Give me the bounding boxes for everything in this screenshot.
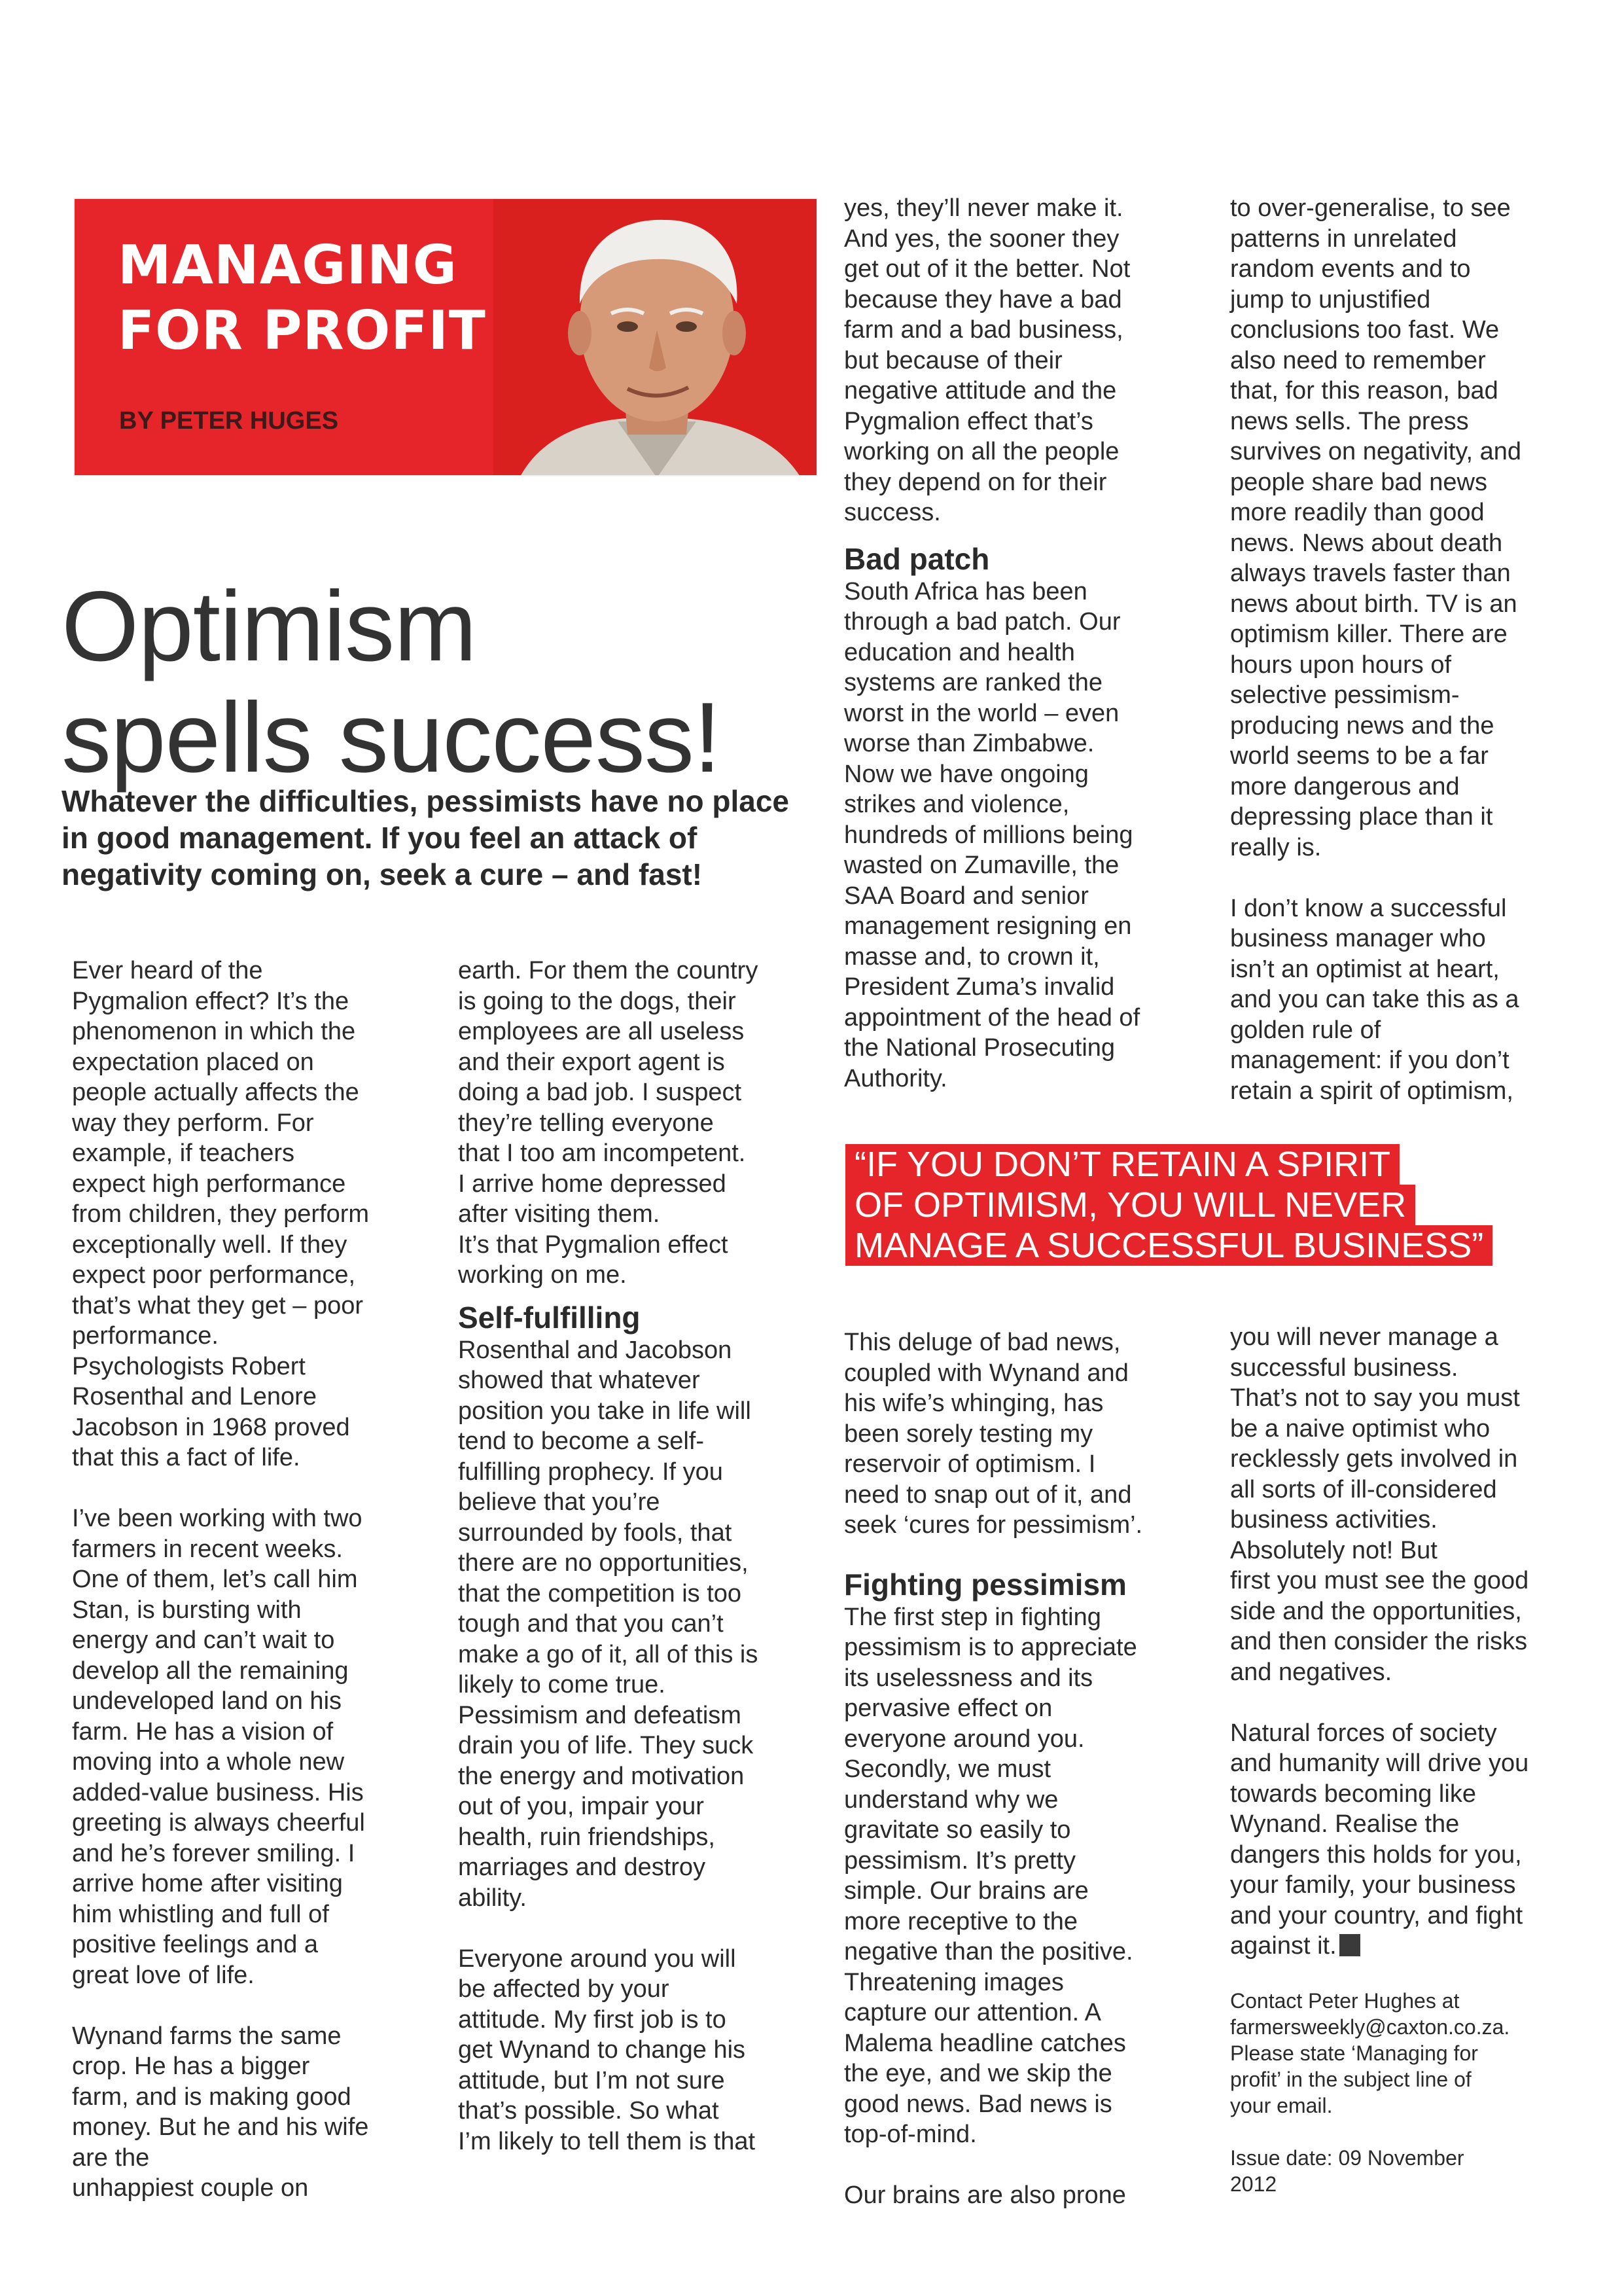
col4-paragraph-2: I don’t know a successful business manager who isn’t an optimist at heart, and you can take this as a golden rule of management: if you don’t retain a spirit of optimism, — [1230, 894, 1519, 1105]
article-headline — [62, 571, 821, 793]
column-2 — [458, 956, 824, 2157]
headline-line2: spells success! — [62, 682, 721, 794]
article-standfirst: Whatever the difficulties, pessimists have no place in good management. If you feel an attack of negativity coming on, seek a cure – and fast! — [62, 784, 790, 892]
column-4-top — [1230, 193, 1597, 1106]
column-3-top — [844, 193, 1210, 1094]
col3-paragraph-2: South Africa has been through a bad patch. Our education and health systems are ranked the worst in the world – even worse than Zimbabwe. Now we have ongoing strikes and violence, hundreds of millions being wasted on Zumaville, the SAA Board and senior management resigning en masse and, to crown it, President Zuma’s invalid appointment of the head of the National Prosecuting Authority. — [844, 577, 1140, 1092]
col2-paragraph-3: Everyone around you will be affected by your attitude. My first job is to get Wynand to change his attitude, but I’m not sure that’s possible. So what I’m likely to tell them is that — [458, 1945, 756, 2155]
column-3-bottom — [844, 1327, 1210, 2211]
col3-paragraph-5: Our brains are also prone — [844, 2181, 1126, 2209]
banner-byline: BY PETER HUGES — [119, 407, 339, 435]
col4-paragraph-4-text: Natural forces of society and humanity will drive you towards becoming like Wynand. Realise the dangers this holds for you, your family, your business and your country, and fight against it. — [1230, 1719, 1529, 1960]
col4-paragraph-3: you will never manage a successful business. That’s not to say you must be a naive optimist who recklessly gets involved in all sorts of ill-considered business activities. Absolutely not! But first you must see the good side and the opportunities, and then consider the risks and negatives. — [1230, 1323, 1529, 1686]
column-4-bottom — [1230, 1322, 1597, 2197]
banner-title — [118, 233, 486, 364]
end-of-article-icon — [1339, 1934, 1360, 1956]
section-heading-self-fulfilling: Self-fulfilling — [458, 1300, 641, 1335]
col1-paragraph-3: Wynand farms the same crop. He has a bigger farm, and is making good money. But he and his wife are the unhappiest couple on — [72, 2022, 369, 2202]
pull-quote-line2: OF OPTIMISM, YOU WILL NEVER — [845, 1185, 1415, 1225]
section-heading-bad-patch: Bad patch — [844, 541, 990, 576]
col1-paragraph-1: Ever heard of the Pygmalion effect? It’s the phenomenon in which the expectation placed on people actually affects the way they perform. For example, if teachers expect high performance from children, they perform exceptionally well. If they expect poor performance, that’s what they get – poor performance. Psychologists Robert Rosenthal and Lenore Jacobson in 1968 proved that this a fact of life. — [72, 957, 370, 1471]
col3-paragraph-3: This deluge of bad news, coupled with Wynand and his wife’s whinging, has been sorely testing my reservoir of optimism. I need to snap out of it, and seek ‘cures for pessimism’. — [844, 1329, 1143, 1539]
headline-line1: Optimism — [62, 571, 476, 682]
col1-paragraph-2: I’ve been working with two farmers in recent weeks. One of them, let’s call him Stan, is bursting with energy and can’t wait to develop all the remaining undeveloped land on his farm. He has a vision of moving into a whole new added-value business. His greeting is always cheerful and he’s forever smiling. I arrive home after visiting him whistling and full of positive feelings and a great love of life. — [72, 1505, 365, 1989]
section-heading-fighting-pessimism: Fighting pessimism — [844, 1567, 1127, 1602]
pull-quote-line3: MANAGE A SUCCESSFUL BUSINESS” — [845, 1225, 1492, 1266]
author-portrait-icon — [493, 199, 818, 476]
col4-paragraph-1: to over-generalise, to see patterns in unrelated random events and to jump to unjustified conclusions too fast. We also need to remember that, for this reason, bad news sells. The press survives on negativity, and people share bad news more readily than good news. News about death always travels faster than news about birth. TV is an optimism killer. There are hours upon hours of selective pessimism- producing news and the world seems to be a far more dangerous and depressing place than it really is. — [1230, 194, 1521, 861]
issue-date: Issue date: 09 November 2012 — [1230, 2145, 1464, 2196]
contact-info: Contact Peter Hughes at farmersweekly@caxton.co.za. Please state ‘Managing for profit’ in the subject line of your email. — [1230, 1988, 1510, 2117]
col2-paragraph-1: earth. For them the country is going to the dogs, their employees are all useless and their export agent is doing a bad job. I suspect they’re telling everyone that I too am incompetent. I arrive home depressed after visiting them. It’s that Pygmalion effect working on me. — [458, 957, 758, 1289]
col2-paragraph-2: Rosenthal and Jacobson showed that whatever position you take in life will tend to become a self- fulfilling prophecy. If you believe that you’re surrounded by fools, that there are no opportunities, that the competition is too tough and that you can’t make a go of it, all of this is likely to come true. Pessimism and defeatism drain you of life. They suck the energy and motivation out of you, impair your health, ruin friendships, marriages and destroy ability. — [458, 1336, 758, 1912]
col3-paragraph-1: yes, they’ll never make it. And yes, the sooner they get out of it the better. Not because they have a bad farm and a bad business, but because of their negative attitude and the Pygmalion effect that’s working on all the people they depend on for their success. — [844, 194, 1131, 526]
contact-block — [1230, 1988, 1597, 2197]
col3-paragraph-4: The first step in fighting pessimism is to appreciate its uselessness and its pervasive effect on everyone around you. Secondly, we must understand why we gravitate so easily to pessimism. It’s pretty simple. Our brains are more receptive to the negative than the positive. Threatening images capture our attention. A Malema headline catches the eye, and we skip the good news. Bad news is top-of-mind. — [844, 1603, 1137, 2148]
pull-quote-line1: “IF YOU DON’T RETAIN A SPIRIT — [845, 1144, 1400, 1185]
banner-title-line2: FOR PROFIT — [118, 300, 486, 363]
column-banner — [73, 198, 818, 476]
col4-paragraph-4 — [1230, 1718, 1597, 1962]
banner-title-line1: MANAGING — [118, 234, 457, 296]
column-1 — [72, 956, 438, 2204]
